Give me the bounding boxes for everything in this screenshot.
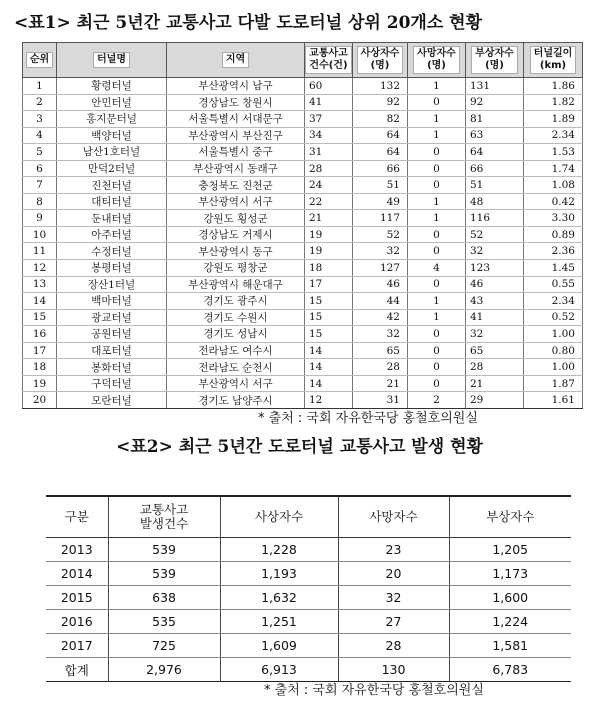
table1-cell: 0 <box>408 144 466 161</box>
table2-title: <표2> 최근 5년간 도로터널 교통사고 발생 현황 <box>116 437 483 457</box>
table1-cell: 구덕터널 <box>57 375 167 392</box>
table2-cell: 535 <box>108 610 220 634</box>
table1-cell: 81 <box>466 111 524 128</box>
table-row <box>23 392 583 409</box>
table1-cell: 28 <box>466 359 524 376</box>
table-row <box>23 111 583 128</box>
table1-cell: 1.53 <box>524 144 583 161</box>
table1-cell: 19 <box>305 226 353 243</box>
table-row <box>23 177 583 194</box>
table2-cell: 1,581 <box>449 634 571 658</box>
table1-cell: 부산광역시 서구 <box>167 375 305 392</box>
table1-cell: 14 <box>305 359 353 376</box>
table1-cell: 0 <box>408 375 466 392</box>
table1-header-label: 사망자수 (명) <box>413 46 460 74</box>
table1-cell: 64 <box>466 144 524 161</box>
table1-cell: 12 <box>305 392 353 409</box>
table2-cell: 1,224 <box>449 610 571 634</box>
table1-cell: 0.80 <box>524 342 583 359</box>
table-row <box>23 309 583 326</box>
table1-cell: 52 <box>466 226 524 243</box>
table1-header-cell <box>353 43 408 78</box>
table2-cell: 6,783 <box>449 658 571 682</box>
table1-cell: 강원도 평창군 <box>167 260 305 277</box>
table2-cell: 20 <box>338 562 449 586</box>
table1-cell: 123 <box>466 260 524 277</box>
table1-cell: 48 <box>466 193 524 210</box>
table1-cell: 강원도 횡성군 <box>167 210 305 227</box>
table1-cell: 1 <box>408 111 466 128</box>
table1-header-label: 터널명 <box>93 52 130 68</box>
table1-cell: 만덕2터널 <box>57 160 167 177</box>
table2-header-label: 교통사고 발생건수 <box>139 502 189 531</box>
table2-cell: 23 <box>338 538 449 562</box>
table1-cell: 15 <box>305 326 353 343</box>
table-row <box>23 326 583 343</box>
table1-cell: 0.89 <box>524 226 583 243</box>
table1-cell: 서울특별시 서대문구 <box>167 111 305 128</box>
table1-cell: 3 <box>23 111 57 128</box>
table1-cell: 41 <box>305 94 353 111</box>
table1-header-cell <box>524 43 583 78</box>
table1-cell: 충청북도 진천군 <box>167 177 305 194</box>
table2-source: * 출처 : 국회 자유한국당 홍철호의원실 <box>264 683 484 698</box>
table1-header-row <box>23 43 583 78</box>
table-row <box>46 538 571 562</box>
table1-top20-tunnels <box>22 42 583 409</box>
table1-cell: 1 <box>408 210 466 227</box>
table1-cell: 18 <box>23 359 57 376</box>
table2-cell: 1,251 <box>220 610 338 634</box>
table1-cell: 경상남도 거제시 <box>167 226 305 243</box>
table1-cell: 1.00 <box>524 359 583 376</box>
table1-cell: 16 <box>23 326 57 343</box>
table-row <box>46 634 571 658</box>
table1-cell: 2 <box>408 392 466 409</box>
table1-cell: 부산광역시 동래구 <box>167 160 305 177</box>
table-row <box>23 210 583 227</box>
table2-cell: 539 <box>108 538 220 562</box>
table1-cell: 황령터널 <box>57 78 167 95</box>
table2-header-cell <box>338 496 449 538</box>
table2-cell: 2016 <box>46 610 108 634</box>
table1-cell: 52 <box>353 226 408 243</box>
table1-cell: 15 <box>23 309 57 326</box>
table1-cell: 21 <box>353 375 408 392</box>
table1-cell: 수정터널 <box>57 243 167 260</box>
table1-cell: 64 <box>353 144 408 161</box>
table1-header-label: 교통사고 건수(건) <box>305 46 352 74</box>
table1-cell: 공원터널 <box>57 326 167 343</box>
table-row <box>23 127 583 144</box>
table2-cell: 2,976 <box>108 658 220 682</box>
table1-cell: 66 <box>466 160 524 177</box>
table2-header-cell <box>46 496 108 538</box>
table1-cell: 116 <box>466 210 524 227</box>
table1-cell: 51 <box>353 177 408 194</box>
table1-cell: 4 <box>408 260 466 277</box>
table1-cell: 65 <box>353 342 408 359</box>
table1-header-label: 사상자수 (명) <box>357 46 404 74</box>
table-row <box>23 160 583 177</box>
table1-cell: 남산1호터널 <box>57 144 167 161</box>
table1-cell: 0.52 <box>524 309 583 326</box>
table1-cell: 19 <box>305 243 353 260</box>
table1-cell: 127 <box>353 260 408 277</box>
table1-cell: 46 <box>466 276 524 293</box>
table1-cell: 49 <box>353 193 408 210</box>
table-row <box>46 658 571 682</box>
table1-header-cell <box>466 43 524 78</box>
table1-cell: 경기도 광주시 <box>167 293 305 310</box>
table1-cell: 17 <box>305 276 353 293</box>
table1-cell: 1 <box>408 193 466 210</box>
table1-cell: 12 <box>23 260 57 277</box>
table1-cell: 1.74 <box>524 160 583 177</box>
table1-cell: 32 <box>466 326 524 343</box>
table1-cell: 1.45 <box>524 260 583 277</box>
table1-cell: 1.89 <box>524 111 583 128</box>
table1-cell: 아주터널 <box>57 226 167 243</box>
table1-cell: 15 <box>305 293 353 310</box>
table1-cell: 경상남도 창원시 <box>167 94 305 111</box>
table1-cell: 백마터널 <box>57 293 167 310</box>
table1-cell: 0 <box>408 94 466 111</box>
table2-header-cell <box>449 496 571 538</box>
table1-cell: 0.55 <box>524 276 583 293</box>
table1-cell: 1.87 <box>524 375 583 392</box>
table1-cell: 132 <box>353 78 408 95</box>
table1-cell: 29 <box>466 392 524 409</box>
table1-cell: 1.86 <box>524 78 583 95</box>
table1-cell: 42 <box>353 309 408 326</box>
table1-cell: 46 <box>353 276 408 293</box>
table1-cell: 14 <box>23 293 57 310</box>
table2-yearly-accidents <box>46 495 571 682</box>
table1-cell: 15 <box>305 309 353 326</box>
table1-cell: 진천터널 <box>57 177 167 194</box>
table1-cell: 21 <box>466 375 524 392</box>
table1-cell: 92 <box>466 94 524 111</box>
table-row <box>23 359 583 376</box>
table1-cell: 11 <box>23 243 57 260</box>
table1-cell: 봉평터널 <box>57 260 167 277</box>
table2-cell: 2015 <box>46 586 108 610</box>
table1-header-cell <box>408 43 466 78</box>
table1-cell: 0 <box>408 226 466 243</box>
table1-cell: 21 <box>305 210 353 227</box>
table2-header-cell <box>108 496 220 538</box>
table1-cell: 부산광역시 동구 <box>167 243 305 260</box>
table-row <box>23 144 583 161</box>
table1-cell: 0.42 <box>524 193 583 210</box>
table-row <box>23 94 583 111</box>
table2-cell: 28 <box>338 634 449 658</box>
table1-header-label: 순위 <box>26 52 53 68</box>
table1-cell: 1 <box>408 78 466 95</box>
table1-cell: 32 <box>466 243 524 260</box>
table-row <box>23 193 583 210</box>
table1-cell: 1 <box>408 127 466 144</box>
table1-cell: 131 <box>466 78 524 95</box>
table2-header-label: 사상자수 <box>254 509 304 524</box>
table1-cell: 66 <box>353 160 408 177</box>
table1-cell: 5 <box>23 144 57 161</box>
table1-cell: 경기도 성남시 <box>167 326 305 343</box>
table1-cell: 31 <box>353 392 408 409</box>
table2-header-row <box>46 496 571 538</box>
table1-cell: 0 <box>408 160 466 177</box>
table2-cell: 1,228 <box>220 538 338 562</box>
table-row <box>23 342 583 359</box>
table-row <box>46 610 571 634</box>
table1-cell: 9 <box>23 210 57 227</box>
table1-cell: 백양터널 <box>57 127 167 144</box>
table2-cell: 6,913 <box>220 658 338 682</box>
table1-cell: 서울특별시 중구 <box>167 144 305 161</box>
table2-cell: 638 <box>108 586 220 610</box>
table1-header-label: 부상자수 (명) <box>471 46 518 74</box>
table-row <box>23 276 583 293</box>
table1-cell: 2 <box>23 94 57 111</box>
table1-cell: 전라남도 여수시 <box>167 342 305 359</box>
table1-cell: 19 <box>23 375 57 392</box>
table1-cell: 17 <box>23 342 57 359</box>
table1-cell: 3.30 <box>524 210 583 227</box>
table1-cell: 부산광역시 남구 <box>167 78 305 95</box>
table-row <box>46 586 571 610</box>
table1-cell: 1.82 <box>524 94 583 111</box>
table1-cell: 0 <box>408 243 466 260</box>
table1-cell: 봉화터널 <box>57 359 167 376</box>
table1-cell: 대포터널 <box>57 342 167 359</box>
table1-cell: 0 <box>408 342 466 359</box>
table-row <box>23 260 583 277</box>
table2-cell: 1,205 <box>449 538 571 562</box>
table1-cell: 안민터널 <box>57 94 167 111</box>
table2-cell: 1,609 <box>220 634 338 658</box>
table1-cell: 34 <box>305 127 353 144</box>
table2-cell: 725 <box>108 634 220 658</box>
table2-header-label: 부상자수 <box>486 509 535 524</box>
table1-cell: 부산광역시 부산진구 <box>167 127 305 144</box>
table1-cell: 41 <box>466 309 524 326</box>
table1-cell: 31 <box>305 144 353 161</box>
table2-header-label: 사망자수 <box>369 509 418 524</box>
table2-header-label: 구분 <box>64 509 89 524</box>
table2-cell: 1,632 <box>220 586 338 610</box>
table1-title: <표1> 최근 5년간 교통사고 다발 도로터널 상위 20개소 현황 <box>14 13 483 33</box>
table1-cell: 모란터널 <box>57 392 167 409</box>
table1-cell: 0 <box>408 276 466 293</box>
table2-cell: 1,173 <box>449 562 571 586</box>
table1-cell: 장산1터널 <box>57 276 167 293</box>
table1-cell: 32 <box>353 243 408 260</box>
table1-cell: 13 <box>23 276 57 293</box>
table-row <box>23 293 583 310</box>
table1-cell: 43 <box>466 293 524 310</box>
table1-cell: 14 <box>305 375 353 392</box>
table1-cell: 37 <box>305 111 353 128</box>
table1-cell: 63 <box>466 127 524 144</box>
table1-cell: 92 <box>353 94 408 111</box>
table1-cell: 117 <box>353 210 408 227</box>
table1-cell: 20 <box>23 392 57 409</box>
table1-header-label: 지역 <box>222 52 249 68</box>
table1-cell: 0 <box>408 326 466 343</box>
table1-cell: 7 <box>23 177 57 194</box>
table2-cell: 32 <box>338 586 449 610</box>
table1-cell: 8 <box>23 193 57 210</box>
table2-cell: 1,600 <box>449 586 571 610</box>
table1-cell: 경기도 남양주시 <box>167 392 305 409</box>
table2-cell: 539 <box>108 562 220 586</box>
table1-cell: 82 <box>353 111 408 128</box>
table1-cell: 4 <box>23 127 57 144</box>
table-row <box>23 78 583 95</box>
table1-cell: 14 <box>305 342 353 359</box>
table1-cell: 2.36 <box>524 243 583 260</box>
table1-cell: 22 <box>305 193 353 210</box>
table1-header-cell <box>305 43 353 78</box>
table1-cell: 65 <box>466 342 524 359</box>
table1-cell: 경기도 수원시 <box>167 309 305 326</box>
table1-header-cell <box>167 43 305 78</box>
table1-header-cell <box>23 43 57 78</box>
table2-cell: 130 <box>338 658 449 682</box>
table1-cell: 0 <box>408 359 466 376</box>
table1-cell: 44 <box>353 293 408 310</box>
table1-cell: 18 <box>305 260 353 277</box>
table1-cell: 24 <box>305 177 353 194</box>
table1-cell: 2.34 <box>524 293 583 310</box>
table1-cell: 2.34 <box>524 127 583 144</box>
table1-cell: 1 <box>408 309 466 326</box>
table2-cell: 1,193 <box>220 562 338 586</box>
table1-header-label: 터널길이 (km) <box>530 46 577 74</box>
table-row <box>23 375 583 392</box>
table1-cell: 전라남도 순천시 <box>167 359 305 376</box>
table2-cell: 합계 <box>46 658 108 682</box>
table1-cell: 32 <box>353 326 408 343</box>
table1-cell: 1 <box>408 293 466 310</box>
table1-cell: 28 <box>305 160 353 177</box>
table-row <box>23 243 583 260</box>
table1-cell: 10 <box>23 226 57 243</box>
table-row <box>46 562 571 586</box>
table1-cell: 0 <box>408 177 466 194</box>
table1-cell: 64 <box>353 127 408 144</box>
table1-cell: 부산광역시 서구 <box>167 193 305 210</box>
table2-cell: 27 <box>338 610 449 634</box>
table1-cell: 둔내터널 <box>57 210 167 227</box>
table1-cell: 28 <box>353 359 408 376</box>
table1-cell: 1 <box>23 78 57 95</box>
table1-cell: 대티터널 <box>57 193 167 210</box>
table1-cell: 1.08 <box>524 177 583 194</box>
table1-cell: 6 <box>23 160 57 177</box>
table1-cell: 1.61 <box>524 392 583 409</box>
table1-cell: 1.00 <box>524 326 583 343</box>
table1-header-cell <box>57 43 167 78</box>
table1-source: * 출처 : 국회 자유한국당 홍철호의원실 <box>258 411 478 426</box>
table1-cell: 홍지문터널 <box>57 111 167 128</box>
table1-cell: 부산광역시 해운대구 <box>167 276 305 293</box>
table1-cell: 광교터널 <box>57 309 167 326</box>
table1-cell: 51 <box>466 177 524 194</box>
table2-cell: 2017 <box>46 634 108 658</box>
table2-header-cell <box>220 496 338 538</box>
table-row <box>23 226 583 243</box>
table2-cell: 2013 <box>46 538 108 562</box>
table1-cell: 60 <box>305 78 353 95</box>
table2-cell: 2014 <box>46 562 108 586</box>
